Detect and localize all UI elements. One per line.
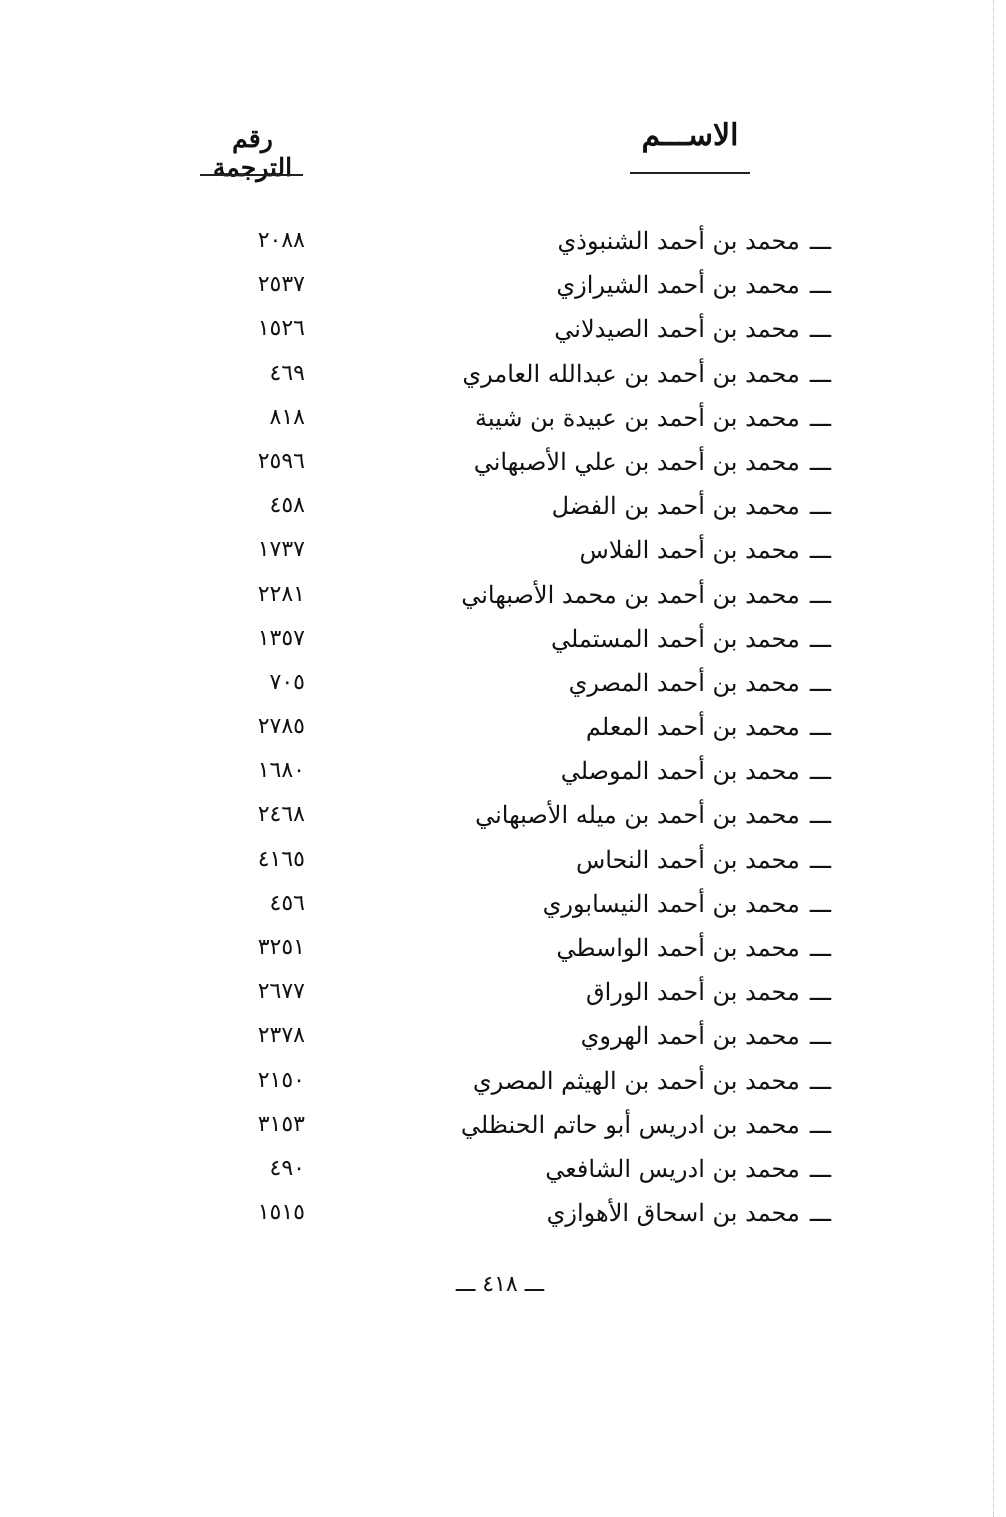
entry-dash: ـــ xyxy=(809,580,831,609)
entry-dash: ـــ xyxy=(809,845,831,874)
entry-dash: ـــ xyxy=(809,403,831,432)
entry-number: ١٣٥٧ xyxy=(257,625,305,651)
entry-name xyxy=(461,1110,831,1140)
entry-name-text: محمد بن اسحاق الأهوازي xyxy=(546,1199,800,1228)
entry-name xyxy=(475,800,831,830)
list-item xyxy=(0,220,1006,264)
entry-dash: ـــ xyxy=(809,889,831,918)
entry-name-text: محمد بن ادريس أبو حاتم الحنظلي xyxy=(460,1110,800,1139)
entry-name xyxy=(462,359,831,389)
entry-name xyxy=(547,1198,831,1228)
entry-name xyxy=(554,314,831,344)
entry-dash: ـــ xyxy=(809,713,831,742)
entry-number: ٢٣٧٨ xyxy=(257,1023,305,1049)
entry-name-text: محمد بن أحمد الواسطي xyxy=(556,934,800,962)
entry-name xyxy=(473,1066,831,1096)
entry-dash: ـــ xyxy=(809,1110,831,1139)
entry-dash: ـــ xyxy=(809,536,831,565)
entry-dash: ـــ xyxy=(809,492,831,521)
entry-name-text: محمد بن أحمد المعلم xyxy=(585,713,800,742)
page-number: ـــ ٤١٨ ـــ xyxy=(455,1272,545,1297)
entry-name xyxy=(545,1154,831,1184)
entry-number: ٢٠٨٨ xyxy=(257,228,305,253)
entry-name-text: محمد بن ادريس الشافعي xyxy=(545,1154,800,1183)
entry-dash: ـــ xyxy=(809,934,831,962)
entry-dash: ـــ xyxy=(809,1066,831,1095)
entry-dash: ـــ xyxy=(809,978,831,1007)
entry-dash: ـــ xyxy=(809,624,831,653)
list-item xyxy=(0,353,1006,397)
entry-number: ٢٧٨٥ xyxy=(257,714,305,740)
entry-dash: ـــ xyxy=(809,1199,831,1228)
entry-name-text: محمد بن أحمد الصيدلاني xyxy=(554,315,800,344)
list-item xyxy=(0,971,1006,1015)
entry-name xyxy=(552,491,831,521)
entry-dash: ـــ xyxy=(809,1022,831,1051)
entry-number: ٧٠٥ xyxy=(269,669,305,695)
entry-dash: ـــ xyxy=(809,801,831,830)
list-item xyxy=(0,1192,1006,1236)
list-item xyxy=(0,794,1006,838)
list-item xyxy=(0,662,1006,706)
entry-dash: ـــ xyxy=(809,1154,831,1183)
list-item xyxy=(0,883,1006,927)
entry-list xyxy=(0,220,1006,1236)
entry-name-text: محمد بن أحمد النحاس xyxy=(575,845,800,874)
entry-name-text: محمد بن أحمد المصري xyxy=(568,668,800,697)
entry-number: ٤٥٦ xyxy=(269,890,305,916)
list-item xyxy=(0,706,1006,750)
entry-number: ١٥١٥ xyxy=(257,1200,305,1226)
entry-name xyxy=(581,1021,831,1051)
entry-dash: ـــ xyxy=(809,447,831,476)
list-item xyxy=(0,839,1006,883)
entry-name xyxy=(586,977,831,1007)
entry-dash: ـــ xyxy=(809,227,831,255)
list-item xyxy=(0,927,1006,971)
list-item xyxy=(0,1104,1006,1148)
number-column-header: رقم الترجمة xyxy=(212,124,293,182)
entry-name-text: محمد بن أحمد بن عبيدة بن شيبة xyxy=(475,403,800,432)
entry-name xyxy=(569,668,831,698)
entry-name-text: محمد بن أحمد الشيرازي xyxy=(556,271,800,300)
entry-number: ٤٦٩ xyxy=(269,360,305,386)
list-item xyxy=(0,618,1006,662)
entry-name-text: محمد بن أحمد بن علي الأصبهاني xyxy=(473,447,800,476)
entry-number: ٢٦٧٧ xyxy=(257,979,305,1005)
entry-name xyxy=(556,933,831,963)
entry-number: ٢١٥٠ xyxy=(257,1067,305,1093)
name-header-underline xyxy=(630,172,750,174)
scan-edge-divider xyxy=(993,0,994,1517)
entry-number: ١٥٢٦ xyxy=(257,316,305,342)
entry-number: ٤١٦٥ xyxy=(257,846,305,872)
list-item xyxy=(0,441,1006,485)
entry-name xyxy=(475,403,831,433)
entry-name-text: محمد بن أحمد الفلاس xyxy=(579,536,800,565)
entry-name-text: محمد بن أحمد النيسابوري xyxy=(542,889,800,918)
list-item xyxy=(0,485,1006,529)
list-item xyxy=(0,1060,1006,1104)
entry-dash: ـــ xyxy=(809,668,831,697)
list-item xyxy=(0,574,1006,618)
entry-name xyxy=(461,580,831,610)
entry-name xyxy=(576,845,831,875)
entry-dash: ـــ xyxy=(809,271,831,300)
entry-number: ٣١٥٣ xyxy=(257,1111,305,1137)
entry-name xyxy=(543,889,831,919)
entry-name xyxy=(556,270,831,300)
entry-name-text: محمد بن أحمد الشنبوذي xyxy=(557,227,800,255)
entry-dash: ـــ xyxy=(809,757,831,786)
entry-name-text: محمد بن أحمد بن الهيثم المصري xyxy=(472,1066,800,1095)
entry-number: ١٦٨٠ xyxy=(257,758,305,784)
entry-name-text: محمد بن أحمد بن عبدالله العامري xyxy=(462,359,800,388)
list-item xyxy=(0,397,1006,441)
entry-name xyxy=(580,535,831,565)
entry-number: ٤٥٨ xyxy=(269,493,305,519)
entry-name-text: محمد بن أحمد بن الفضل xyxy=(551,492,800,521)
entry-name xyxy=(561,756,831,786)
number-header-underline xyxy=(200,174,303,176)
entry-number: ٢٢٨١ xyxy=(257,581,305,607)
entry-number: ٤٩٠ xyxy=(269,1155,305,1181)
entry-name xyxy=(586,712,831,742)
list-item xyxy=(0,264,1006,308)
entry-name-text: محمد بن أحمد الهروي xyxy=(580,1022,800,1051)
entry-number: ٢٥٩٦ xyxy=(257,448,305,474)
entry-number: ٢٥٣٧ xyxy=(257,272,305,298)
entry-number: ٨١٨ xyxy=(269,404,305,430)
entry-name-text: محمد بن أحمد الوراق xyxy=(586,978,800,1007)
entry-number: ١٧٣٧ xyxy=(257,537,305,563)
entry-name-text: محمد بن أحمد الموصلي xyxy=(560,757,800,786)
entry-name xyxy=(551,624,831,654)
list-item xyxy=(0,308,1006,352)
entry-name xyxy=(558,226,831,256)
entry-name-text: محمد بن أحمد بن محمد الأصبهاني xyxy=(461,580,800,609)
entry-dash: ـــ xyxy=(809,315,831,344)
entry-dash: ـــ xyxy=(809,359,831,388)
entry-number: ٣٢٥١ xyxy=(257,935,305,960)
list-item xyxy=(0,529,1006,573)
entry-name xyxy=(474,447,831,477)
list-item xyxy=(0,1148,1006,1192)
list-item xyxy=(0,750,1006,794)
entry-number: ٢٤٦٨ xyxy=(257,802,305,828)
entry-name-text: محمد بن أحمد المستملي xyxy=(550,624,800,653)
name-column-header: الاســـم xyxy=(641,118,739,153)
entry-name-text: محمد بن أحمد بن ميله الأصبهاني xyxy=(475,801,800,830)
list-item xyxy=(0,1015,1006,1059)
